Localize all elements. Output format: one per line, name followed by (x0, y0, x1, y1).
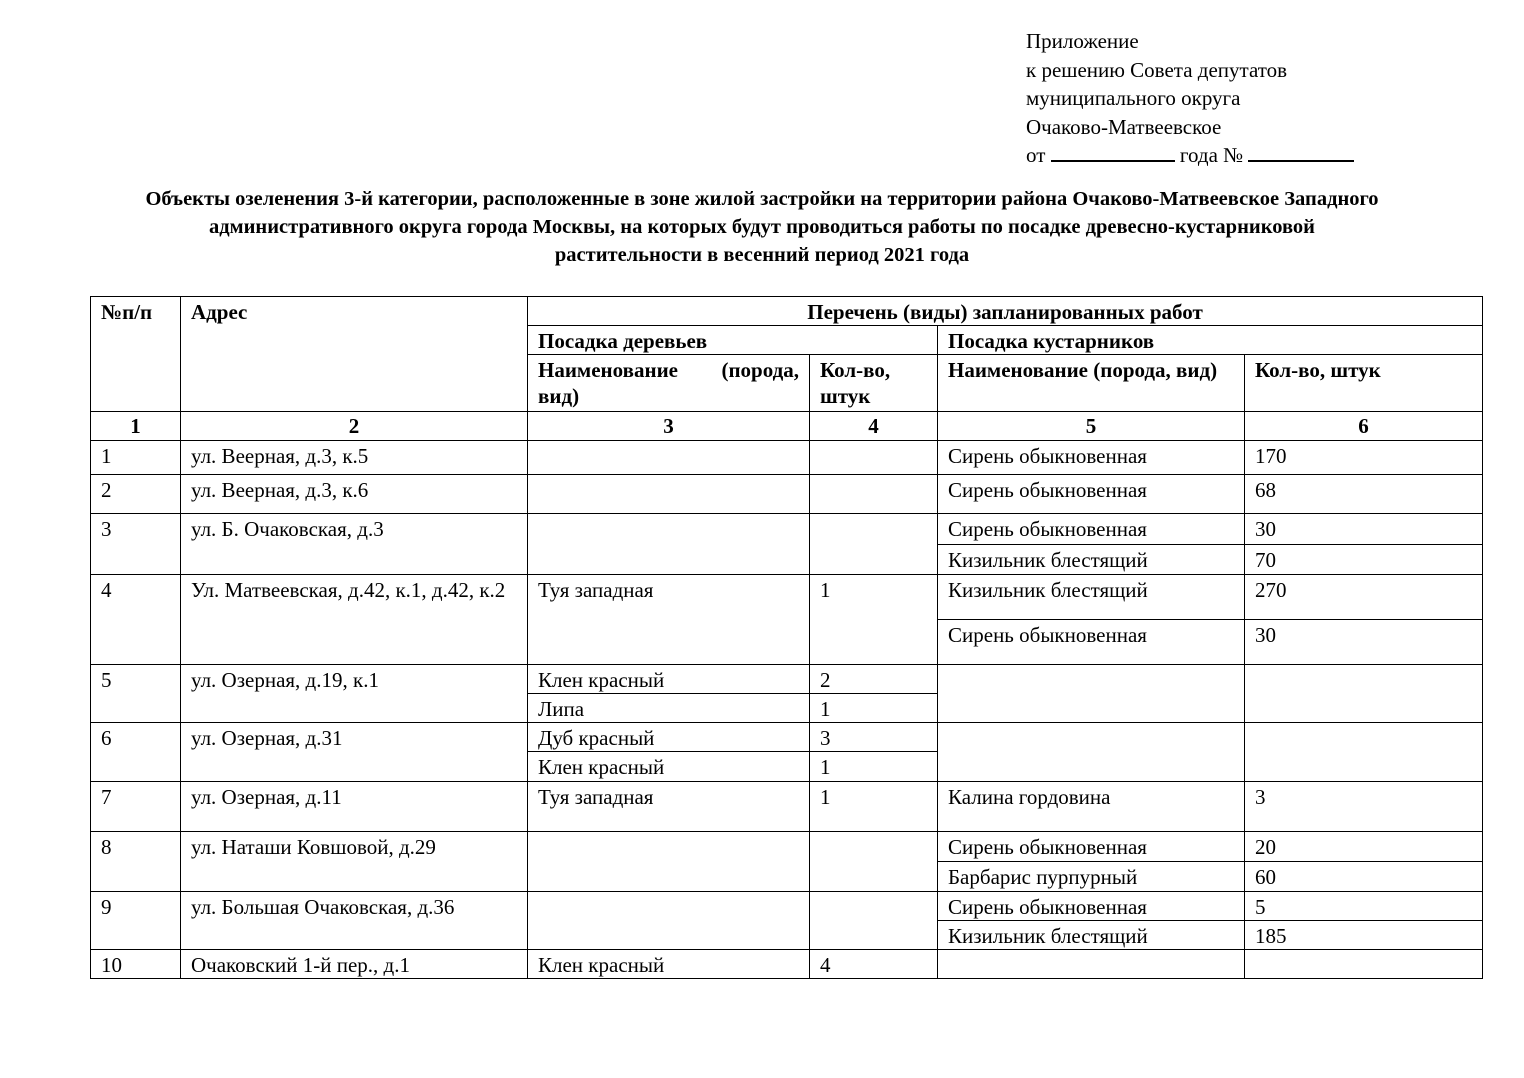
tree-qty-cell: 4 (810, 950, 938, 979)
tree-qty-cell: 1 (810, 782, 938, 832)
tree-name-cell (528, 832, 810, 892)
shrub-name-cell: Калина гордовина (938, 782, 1245, 832)
header-shrub-name: Наименование (порода, вид) (938, 355, 1245, 412)
table-row (91, 832, 1483, 862)
row-address: ул. Наташи Ковшовой, д.29 (181, 832, 528, 892)
tree-name-cell: Клен красный (528, 665, 810, 694)
column-number: 4 (810, 412, 938, 441)
shrub-name-cell (938, 723, 1245, 782)
appendix-line-1: Приложение (1026, 29, 1139, 53)
title-line-2: административного округа города Москвы, на которых будут проводиться работы по посадке древесно-кустарниковой (209, 216, 1315, 238)
row-address: ул. Веерная, д.3, к.6 (181, 475, 528, 514)
column-number: 5 (938, 412, 1245, 441)
shrub-name-cell (938, 950, 1245, 979)
shrub-qty-cell: 270 (1245, 575, 1483, 620)
tree-name-cell (528, 892, 810, 950)
shrub-name-cell: Кизильник блестящий (938, 575, 1245, 620)
header-row-1 (91, 297, 1483, 326)
date-prefix: от (1026, 143, 1046, 167)
title-line-3: растительности в весенний период 2021 года (554, 244, 970, 266)
table-row (91, 782, 1483, 832)
header-shrubs: Посадка кустарников (938, 326, 1483, 355)
header-address: Адрес (181, 297, 528, 412)
appendix-line-3: муниципального округа (1026, 86, 1241, 110)
row-number: 1 (91, 441, 181, 475)
row-address: ул. Большая Очаковская, д.36 (181, 892, 528, 950)
title-line-1: Объекты озеленения 3-й категории, расположенные в зоне жилой застройки на территории района Очаково-Матвеевское Западного (145, 188, 1379, 210)
row-number: 4 (91, 575, 181, 665)
table-row (91, 475, 1483, 514)
tree-qty-cell: 2 (810, 665, 938, 694)
header-tree-name: Наименование (порода, вид) (528, 355, 810, 412)
appendix-line-2: к решению Совета депутатов (1026, 57, 1288, 82)
shrub-name-cell: Кизильник блестящий (938, 921, 1245, 950)
shrub-name-cell: Сирень обыкновенная (938, 620, 1245, 665)
row-number: 6 (91, 723, 181, 782)
table-row (91, 950, 1483, 979)
shrub-name-cell: Сирень обыкновенная (938, 441, 1245, 475)
column-number: 6 (1245, 412, 1483, 441)
row-address: ул. Озерная, д.31 (181, 723, 528, 782)
number-blank (1248, 141, 1354, 162)
row-number: 3 (91, 514, 181, 575)
shrub-qty-cell: 5 (1245, 892, 1483, 921)
appendix-line-4: Очаково-Матвеевское (1026, 114, 1222, 139)
row-address: ул. Озерная, д.11 (181, 782, 528, 832)
tree-name-cell: Клен красный (528, 950, 810, 979)
tree-qty-cell (810, 514, 938, 575)
date-blank (1051, 141, 1175, 162)
shrub-qty-cell: 170 (1245, 441, 1483, 475)
table-row (91, 723, 1483, 752)
row-address: ул. Озерная, д.19, к.1 (181, 665, 528, 723)
shrub-name-cell: Сирень обыкновенная (938, 514, 1245, 545)
column-number: 1 (91, 412, 181, 441)
tree-name-cell: Туя западная (528, 782, 810, 832)
tree-name-cell: Туя западная (528, 575, 810, 665)
shrub-name-cell: Сирень обыкновенная (938, 475, 1245, 514)
table-row (91, 665, 1483, 694)
row-number: 5 (91, 665, 181, 723)
shrub-name-cell: Кизильник блестящий (938, 545, 1245, 575)
appendix-date-line (1026, 141, 1354, 170)
tree-name-cell: Клен красный (528, 752, 810, 782)
shrub-qty-cell: 3 (1245, 782, 1483, 832)
table-row (91, 892, 1483, 921)
appendix-header (1026, 27, 1354, 170)
header-works: Перечень (виды) запланированных работ (528, 297, 1483, 326)
tree-name-cell: Дуб красный (528, 723, 810, 752)
tree-qty-cell (810, 892, 938, 950)
tree-name-cell: Липа (528, 694, 810, 723)
shrub-qty-cell (1245, 723, 1483, 782)
header-shrub-qty: Кол-во, штук (1245, 355, 1483, 412)
shrub-qty-cell: 60 (1245, 862, 1483, 892)
planting-table (90, 296, 1483, 979)
shrub-qty-cell: 30 (1245, 620, 1483, 665)
shrub-qty-cell: 70 (1245, 545, 1483, 575)
shrub-name-cell (938, 665, 1245, 723)
tree-name-cell (528, 514, 810, 575)
tree-name-cell (528, 475, 810, 514)
shrub-qty-cell (1245, 665, 1483, 723)
shrub-name-cell: Сирень обыкновенная (938, 832, 1245, 862)
header-tree-qty: Кол-во, штук (810, 355, 938, 412)
shrub-qty-cell: 30 (1245, 514, 1483, 545)
column-number-row (91, 412, 1483, 441)
shrub-qty-cell: 20 (1245, 832, 1483, 862)
shrub-qty-cell: 68 (1245, 475, 1483, 514)
year-number-label: года № (1179, 143, 1244, 167)
row-address: ул. Веерная, д.3, к.5 (181, 441, 528, 475)
tree-qty-cell: 1 (810, 752, 938, 782)
row-number: 10 (91, 950, 181, 979)
tree-qty-cell (810, 441, 938, 475)
tree-qty-cell (810, 475, 938, 514)
row-number: 9 (91, 892, 181, 950)
table-row (91, 575, 1483, 620)
table-row (91, 514, 1483, 545)
shrub-qty-cell (1245, 950, 1483, 979)
row-address: ул. Б. Очаковская, д.3 (181, 514, 528, 575)
row-number: 7 (91, 782, 181, 832)
header-trees: Посадка деревьев (528, 326, 938, 355)
tree-qty-cell: 1 (810, 694, 938, 723)
tree-qty-cell: 1 (810, 575, 938, 665)
tree-qty-cell: 3 (810, 723, 938, 752)
row-number: 8 (91, 832, 181, 892)
document-title (30, 185, 1494, 269)
table-row (91, 441, 1483, 475)
shrub-name-cell: Барбарис пурпурный (938, 862, 1245, 892)
row-address: Очаковский 1-й пер., д.1 (181, 950, 528, 979)
header-num: №п/п (91, 297, 181, 412)
row-number: 2 (91, 475, 181, 514)
shrub-qty-cell: 185 (1245, 921, 1483, 950)
column-number: 3 (528, 412, 810, 441)
tree-name-cell (528, 441, 810, 475)
shrub-name-cell: Сирень обыкновенная (938, 892, 1245, 921)
tree-qty-cell (810, 832, 938, 892)
column-number: 2 (181, 412, 528, 441)
row-address: Ул. Матвеевская, д.42, к.1, д.42, к.2 (181, 575, 528, 665)
